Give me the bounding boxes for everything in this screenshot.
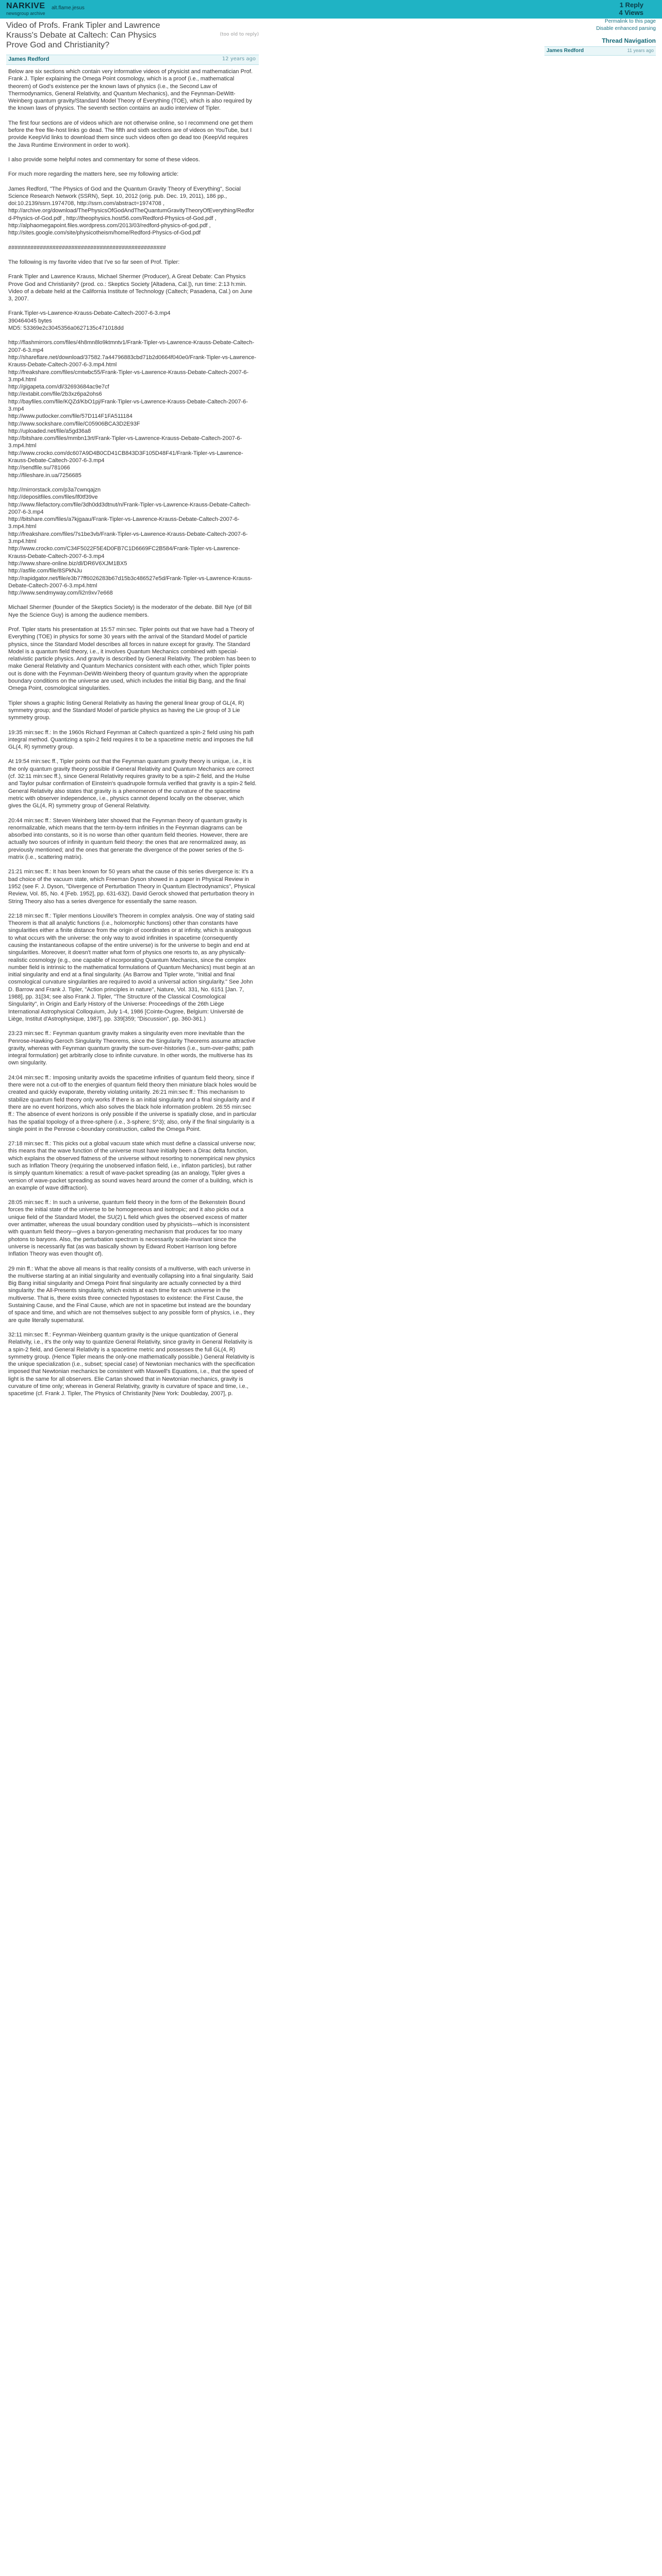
site-logo[interactable]: NARKIVE xyxy=(6,2,45,10)
post-paragraph: Michael Shermer (founder of the Skeptics Society) is the moderator of the debate. Bill Nye (of Bill Nye the Science Guy) is among the audience members. xyxy=(8,604,254,618)
post-author[interactable]: James Redford xyxy=(8,56,49,62)
thread-navigation-heading: Thread Navigation xyxy=(602,37,656,44)
post-paragraph: 29 min ff.: What the above all means is that reality consists of a multiverse, with each universe in the multiverse starting at an initial singularity and eventually collapsing into a final singularity. Said Big Bang initial singularity and Omega Point final singularity are actually connected by a third singularity: the All-Presents singularity, which exists at each time for each universe in the multiverse. That is, there exists three connected hypostases to existence: the First Cause, the Sustaining Cause, and the Final Cause, which are not in spacetime but instead are the boundary of space and time, and which are not themselves subject to any possible form of physics, i.e., they are quite literally supernatural. xyxy=(8,1265,256,1324)
thread-title: Video of Profs. Frank Tipler and Lawrence Krauss's Debate at Caltech: Can Physics Prove God and Christianity? xyxy=(6,21,160,49)
post-paragraph: Frank Tipler and Lawrence Krauss, Michael Shermer (Producer), A Great Debate: Can Physics Prove God and Christianity? (prod. co.: Skeptics Society [Altadena, Cal.]), run time: 2:13 h:min. Video of a debate held at the California Institute of Technology (Caltech; Pasadena, Cal.) on June 3, 2007. xyxy=(8,274,254,302)
post-paragraph: 28:05 min:sec ff.: In such a universe, quantum field theory in the form of the Bekenstein Bound forces the initial state of the universe to be homogeneous and isotropic; and it also picks out a unique field of the Standard Model, the SU(2) L field which gives the observed excess of matter over antimatter, whereas the usual boundary condition used by physicists—which is inconsistent with quantum field theory—gives a baryon-generating mechanism that produces far too many photons to baryons. Also, the perturbation spectrum is necessarily scale-invariant since the universe is necessarily flat (as was basically shown by Edward Robert Harrison long before Inflation Theory was even thought of). xyxy=(8,1199,251,1258)
thread-title-row xyxy=(6,21,259,55)
post-header xyxy=(6,55,259,65)
post-paragraph: 21:21 min:sec ff.: It has been known for 50 years what the cause of this series divergence is: it's a bad choice of the vacuum state, which Freeman Dyson showed in a paper in Physical Review in 1952 (see F. J. Dyson, "Divergence of Perturbation Theory in Quantum Electrodynamics", Physical Review, Vol. 85, No. 4 [Feb. 1952], pp. 631-632). David Gerock showed that perturbation theory in String Theory also has a series divergence for essentially the same reason. xyxy=(8,869,257,905)
post-paragraph: 24:04 min:sec ff.: Imposing unitarity avoids the spacetime infinities of quantum field theory, since if there were not a cut-off to the energies of quantum field theory then miniature black holes would be created and quickly evaporate, thereby violating unitarity. 26:21 min:sec ff.: This mechanism to stabilize quantum field theory only works if there is an initial singularity and a final singularity and if there are no event horizons, which also solves the black hole information problem. 26:55 min:sec ff.: The absence of event horizons is only possible if the universe is spatially close, and in particular has the spatial topology of a three-sphere (i.e., 3-sphere; S^3); also, only if the final singularity is a single point in the Penrose c-boundary construction, called the Omega Point. xyxy=(8,1074,258,1132)
post-paragraph: Frank.Tipler-vs-Lawrence-Krauss-Debate-Caltech-2007-6-3.mp4 390464045 bytes MD5: 53369e2c3045356a0627135c471018dd xyxy=(8,310,171,332)
post-paragraph: For much more regarding the matters here, see my following article: xyxy=(8,171,179,178)
permalink-link[interactable]: Permalink to this page xyxy=(605,19,656,24)
post-paragraph: ################################################## xyxy=(8,244,166,251)
post-paragraph: http://flashmirrors.com/files/4h8mn8lo9ktmntv1/Frank-Tipler-vs-Lawrence-Krauss-Debate-Caltech-2007-6-3.mp4 http://shareflare.net/download/37582.7a44796883cbd71b2d0664f040e0/Frank-Tipler-vs-Lawrence-Krauss-Debate-Caltech-2007-6-3.mp4.html http://freakshare.com/files/cmtwbc55/Frank-Tipler-vs-Lawrence-Krauss-Debate-Caltech-2007-6-3.mp4.html http://gigapeta.com/dl/32693684ac9e7cf http://extabit.com/file/2b3xz6pa2ohs6 http://bayfiles.com/file/KQZd/KbO1pj/Frank-Tipler-vs-Lawrence-Krauss-Debate-Caltech-2007-6-3.mp4 http://www.putlocker.com/file/57D114F1FA511184 http://www.sockshare.com/file/C05906BCA3D2E93F http://uploaded.net/file/a5gd36a8 http://bitshare.com/files/mmbn13rt/Frank-Tipler-vs-Lawrence-Krauss-Debate-Caltech-2007-6-3.mp4.html http://www.crocko.com/dc607A9D4B0CD41CB843D3F105D48F41/Frank-Tipler-vs-Lawrence-Krauss-Debate-Caltech-2007-6-3.mp4 http://sendfile.su/781066 http://fileshare.in.ua/7256685 xyxy=(8,340,256,479)
post-paragraph: I also provide some helpful notes and commentary for some of these videos. xyxy=(8,156,200,163)
post-paragraph: 27:18 min:sec ff.: This picks out a global vacuum state which must define a classical universe now; this means that the wave function of the universe must have initially been a Dirac delta function, which explains the observed flatness of the universe without resorting to nonempirical new physics such as Inflation Theory (requiring the unobserved inflation field, i.e., inflaton particles), but rather is simply quantum kinematics: a result of wave-packet spreading (as an analogy, Tipler gives a version of wave-packet spreading as sound waves heard around the corner of a building, which is an example of wave diffraction). xyxy=(8,1141,257,1191)
post-paragraph: Below are six sections which contain very informative videos of physicist and mathematician Prof. Frank J. Tipler explaining the Omega Point cosmology, which is a proof (i.e., mathematical theorem) of God's existence per the known laws of physics (i.e., the Second Law of Thermodynamics, General Relativity, and Quantum Mechanics), and the Feynman-DeWitt-Weinberg quantum gravity/Standard Model Theory of Everything (TOE), which is also required by the known laws of physics. The seventh section contains an audio interview of Tipler. xyxy=(8,69,254,112)
too-old-notice: (too old to reply) xyxy=(220,32,259,37)
thread-stats xyxy=(619,1,643,16)
post-body xyxy=(6,65,259,1408)
newsgroup-link[interactable]: alt.flame.jesus xyxy=(52,5,85,11)
reply-count: 1 Reply xyxy=(619,1,643,9)
post-paragraph: Tipler shows a graphic listing General Relativity as having the general linear group of GL(4, R) symmetry group; and the Standard Model of particle physics as having the Lie group of 3 Lie symmetry group. xyxy=(8,700,246,721)
post-paragraph: James Redford, "The Physics of God and the Quantum Gravity Theory of Everything", Social Science Research Network (SSRN), Sept. 10, 2012 (orig. pub. Dec. 19, 2011), 186 pp., doi:10.2139/ssrn.1974708, http://ssrn.com/abstract=1974708 , http://archive.org/download/ThePhysicsOfGodAndTheQuantumGravityTheoryOfEverything/Redford-Physics-of-God.pdf , http://theophysics.host56.com/Redford-Physics-of-God.pdf , http://alphaomegapoint.files.wordpress.com/2013/03/redford-physics-of-god.pdf , http://sites.google.com/site/physicotheism/home/Redford-Physics-of-God.pdf xyxy=(8,185,254,236)
post-paragraph: At 19:54 min:sec ff., Tipler points out that the Feynman quantum gravity theory is unique, i.e., it is the only quantum gravity theory possible if General Relativity and Quantum Mechanics are correct (cf. 32:11 min:sec ff.), since General Relativity requires gravity to be a spin-2 field, and the Hulse and Taylor pulsar confirmation of Einstein's quadrupole formula verified that gravity is a spin-2 field. General Relativity also states that gravity is a phenomenon of the curvature of the spacetime metric with observer independence, i.e., physics cannot depend locally on the observer, which gives the GL(4, R) symmetry group of General Relativity. xyxy=(8,758,258,809)
post-paragraph: 23:23 min:sec ff.: Feynman quantum gravity makes a singularity even more inevitable than the Penrose-Hawking-Geroch Singularity Theorems, since the Singularity Theorems assume attractive gravity, whereas with Feynman quantum gravity the sum-over-histories (i.e., sum-over-paths; path integral formulation) get arbitrarily close to infinite curvature. In other words, the multiverse has its own singularity. xyxy=(8,1030,257,1066)
disable-threading-link[interactable]: Disable enhanced parsing xyxy=(596,26,656,31)
post-paragraph: 32:11 min:sec ff.: Feynman-Weinberg quantum gravity is the unique quantization of General Relativity, i.e., it's the only way to quantize General Relativity, since gravity in General Relativity is a spin-2 field, and General Relativity is a spacetime metric and possesses the full GL(4, R) symmetry group. (Hence Tipler means the only-one mathematically possible.) General Relativity is the unique specialization (i.e., subset; special case) of Newtonian mechanics with the specification imposed that Newtonian mechanics be consistent with Maxwell's Equations, i.e., that the speed of light is the same for all observers. Elie Cartan showed that in Newtonian mechanics, gravity is curvature of time only; whereas in General Relativity, gravity is curvature of space and time, i.e., spacetime (cf. Frank J. Tipler, The Physics of Christianity [New York: Doubleday, 2007], p. xyxy=(8,1331,257,1397)
post-paragraph: 22:18 min:sec ff.: Tipler mentions Liouville's Theorem in complex analysis. One way of stating said Theorem is that all analytic functions (i.e., holomorphic functions) other than constants have singularities either a finite distance from the origin of coordinates or at infinity, which is analogous to what occurs with the universe: the only way to avoid infinities in spacetime (consequently causing the instantaneous collapse of the entire universe) is for the universe to begin and end at singularities. Moreover, it doesn't matter what form of physics one resorts to, as any physically-realistic cosmology (e.g., one capable of incorporating Quantum Mechanics, since the complex number field is intrinsic to the mathematical formulations of Quantum Mechanics) must begin at an initial singularity and end at a final singularity. (As Barrow and Tipler wrote, "Initial and final cosmological curvature singularities are required to avoid a universal action singularity." See John D. Barrow and Frank J. Tipler, "Action principles in nature", Nature, Vol. 331, No. 6151 [Jan. 7, 1988], pp. 31[34; see also Frank J. Tipler, "The Structure of the Classical Cosmological Singularity", in Origin and Early History of the Universe: Proceedings of the 26th Liège International Astrophysical Colloquium, July 1-4, 1986 [Cointe-Ougree, Belgium: Université de Liège, Institut d'Astrophysique, 1987], pp. 339[359; "Discussion", pp. 360-361.) xyxy=(8,912,257,1022)
post-paragraph: 19:35 min:sec ff.: In the 1960s Richard Feynman at Caltech quantized a spin-2 field using his path integral method. Quantizing a spin-2 field requires it to be a spacetime metric and imposes the full GL(4, R) symmetry group. xyxy=(8,729,256,751)
thread-nav-author: James Redford xyxy=(547,48,584,54)
post-paragraph: The first four sections are of videos which are not otherwise online, so I recommend one get them before the free file-host links go dead. The fifth and sixth sections are of videos on YouTube, but I provide KeepVid links to download them since such videos often go dead too (KeepVid requires the Java Runtime Environment in order to work). xyxy=(8,120,255,148)
post-date: 12 years ago xyxy=(222,56,256,62)
post-paragraph: http://mirrorstack.com/p3a7cwnqajzn http://depositfiles.com/files/lf0tf39ve http://www.filefactory.com/file/3dh0dd3dtnut/n/Frank-Tipler-vs-Lawrence-Krauss-Debate-Caltech-2007-6-3.mp4 http://bitshare.com/files/a7kjgaau/Frank-Tipler-vs-Lawrence-Krauss-Debate-Caltech-2007-6-3.mp4.html http://freakshare.com/files/7s1be3vb/Frank-Tipler-vs-Lawrence-Krauss-Debate-Caltech-2007-6-3.mp4.html http://www.crocko.com/C34F5022F5E4D0FB7C1D6669FC2B584/Frank-Tipler-vs-Lawrence-Krauss-Debate-Caltech-2007-6-3.mp4 http://www.share-online.biz/dl/DR6V6XJM1BX5 http://asfile.com/file/8SPkNJu http://rapidgator.net/file/e3b77ff6026283b67d15b3c486527e5d/Frank-Tipler-vs-Lawrence-Krauss-Debate-Caltech-2007-6-3.mp4.html http://www.sendmyway.com/li2n9xv7e668 xyxy=(8,486,253,597)
thread-sidebar xyxy=(544,15,656,56)
thread-nav-item[interactable] xyxy=(544,46,656,56)
thread-nav-date: 11 years ago xyxy=(627,48,654,53)
post-paragraph: The following is my favorite video that I've so far seen of Prof. Tipler: xyxy=(8,259,180,265)
site-logo-subtitle: newsgroup archive xyxy=(6,11,45,16)
post-paragraph: Prof. Tipler starts his presentation at 15:57 min:sec. Tipler points out that we have had a Theory of Everything (TOE) in physics for some 30 years with the arrival of the Standard Model of particle physics, since the Standard Model describes all forces in nature except for gravity. The Standard Model is a quantum field theory, i.e., it involves Quantum Mechanics combined with special-relativistic particle physics. And gravity is described by General Relativity. The problem has been to make General Relativity and Quantum Mechanics consistent with each other, which Tipler points out is done with the Feynman-DeWitt-Weinberg theory of quantum gravity when the appropriate boundary conditions on the universe are used, which includes the initial Big Bang, and the final Omega Point, cosmological singularities. xyxy=(8,626,258,692)
post-paragraph: 20:44 min:sec ff.: Steven Weinberg later showed that the Feynman theory of quantum gravity is renormalizable, which means that the term-by-term infinities in the Feynman diagrams can be absorbed into constants, so it is no worse than other quantum field theories. However, there are actually two sources of infinity in quantum field theory: the ones that are renormalized away, as previously mentioned; and the ones that generate the divergence of the power series of the S-matrix (i.e., scattering matrix). xyxy=(8,817,250,861)
view-count: 4 Views xyxy=(619,9,643,16)
main-content xyxy=(6,21,259,1408)
